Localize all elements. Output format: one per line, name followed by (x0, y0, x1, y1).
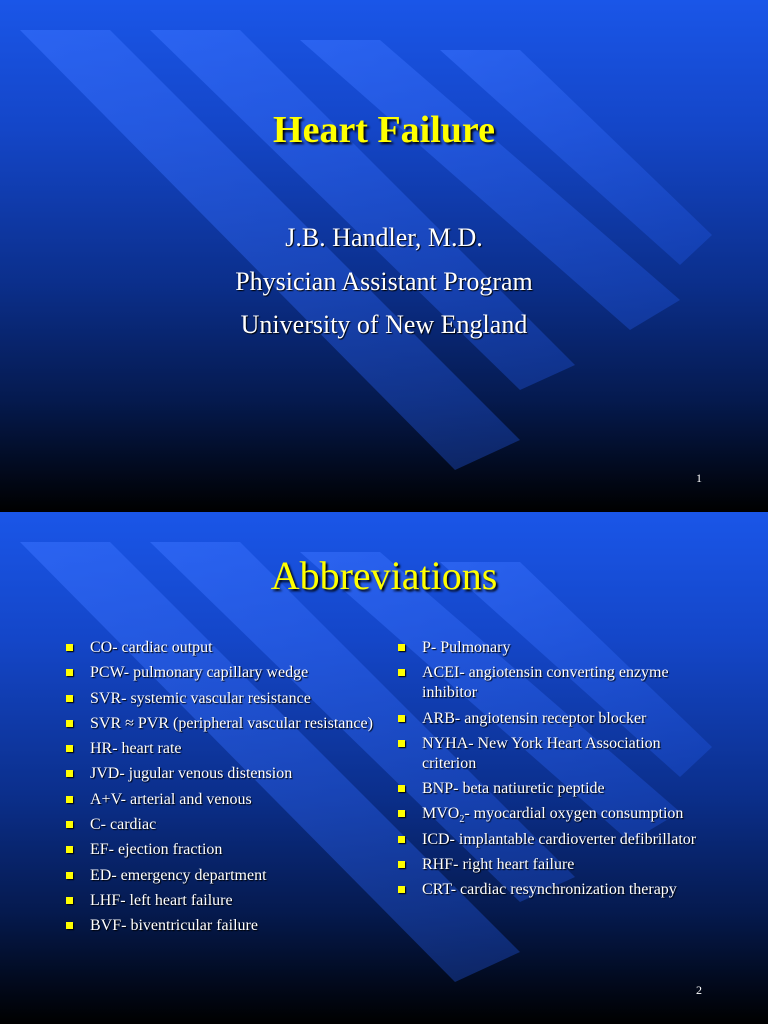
bullet-icon (66, 897, 73, 904)
abbreviation-text: ED- emergency department (90, 866, 267, 884)
abbreviation-text: ACEI- angiotensin converting enzyme inhibitor (422, 664, 669, 702)
abbreviation-text: RHF- right heart failure (422, 856, 575, 874)
bullet-icon (66, 770, 73, 777)
abbreviation-text: PCW- pulmonary capillary wedge (90, 664, 309, 682)
abbreviation-text: JVD- jugular venous distension (90, 765, 293, 783)
abbreviation-item (398, 855, 708, 875)
abbreviation-text: SVR ≈ PVR (peripheral vascular resistance) (90, 714, 373, 732)
abbreviations-slide (0, 512, 768, 1024)
abbreviation-item (66, 714, 386, 734)
abbreviation-item (66, 891, 386, 911)
bullet-icon (398, 886, 405, 893)
bullet-icon (398, 740, 405, 747)
abbreviation-item (398, 638, 708, 658)
abbreviation-text: $MVO_2-$ myocardial oxygen consumption (422, 805, 684, 826)
abbreviation-item (66, 815, 386, 835)
bullet-icon (398, 810, 405, 817)
bullet-icon (398, 644, 405, 651)
bullet-icon (398, 836, 405, 843)
bullet-icon (66, 695, 73, 702)
abbreviation-text: ICD- implantable cardioverter defibrillator (422, 830, 697, 848)
abbreviation-item (66, 916, 386, 936)
abbreviation-text: EF- ejection fraction (90, 841, 223, 859)
abbreviation-item (66, 638, 386, 658)
abbreviation-item (66, 689, 386, 709)
bullet-icon (66, 872, 73, 879)
abbreviation-item (398, 709, 708, 729)
abbreviation-text: BVF- biventricular failure (90, 917, 258, 935)
bullet-icon (66, 821, 73, 828)
abbreviation-text: P- Pulmonary (422, 639, 511, 656)
abbreviation-list-right (398, 638, 708, 906)
abbreviation-item (398, 779, 708, 799)
abbreviation-item (66, 663, 386, 683)
abbreviation-item (398, 880, 708, 900)
abbreviation-text: A+V- arterial and venous (90, 790, 252, 808)
abbreviation-text: CRT- cardiac resynchronization therapy (422, 881, 677, 899)
bullet-icon (398, 861, 405, 868)
abbreviation-text: SVR- systemic vascular resistance (90, 689, 311, 707)
abbreviation-item (398, 663, 708, 703)
abbreviation-text: BNP- beta natiuretic peptide (422, 780, 605, 798)
abbreviation-item (66, 764, 386, 784)
abbreviation-item (66, 866, 386, 886)
university-line: University of New England (240, 310, 528, 339)
bullet-icon (66, 796, 73, 803)
bullet-icon (398, 785, 405, 792)
bullet-icon (66, 745, 73, 752)
abbreviation-text: LHF- left heart failure (90, 891, 233, 909)
page-number: 2 (696, 983, 702, 997)
bullet-icon (66, 644, 73, 651)
abbreviation-item (398, 804, 708, 824)
abbreviation-item (66, 840, 386, 860)
bullet-icon (398, 669, 405, 676)
abbreviation-text: CO- cardiac output (90, 639, 213, 656)
program-line: Physician Assistant Program (235, 266, 533, 296)
bullet-icon (66, 720, 73, 727)
slide-title: Heart Failure (273, 109, 495, 151)
abbreviation-item (398, 830, 708, 850)
slide-title: Abbreviations (270, 553, 498, 598)
abbreviation-item (66, 790, 386, 810)
bullet-icon (398, 715, 405, 722)
slide-subtitle (0, 216, 768, 347)
abbreviation-list-left (66, 638, 386, 942)
page-number: 1 (696, 471, 702, 485)
bullet-icon (66, 669, 73, 676)
abbreviation-text: ARB- angiotensin receptor blocker (422, 709, 647, 727)
abbreviation-text: C- cardiac (90, 816, 157, 834)
bullet-icon (66, 846, 73, 853)
abbreviation-text: NYHA- New York Heart Association criterion (422, 734, 661, 772)
abbreviation-item (66, 739, 386, 759)
bullet-icon (66, 922, 73, 929)
author-line: J.B. Handler, M.D. (285, 223, 483, 252)
abbreviation-text: HR- heart rate (90, 740, 182, 758)
abbreviation-item (398, 734, 708, 774)
